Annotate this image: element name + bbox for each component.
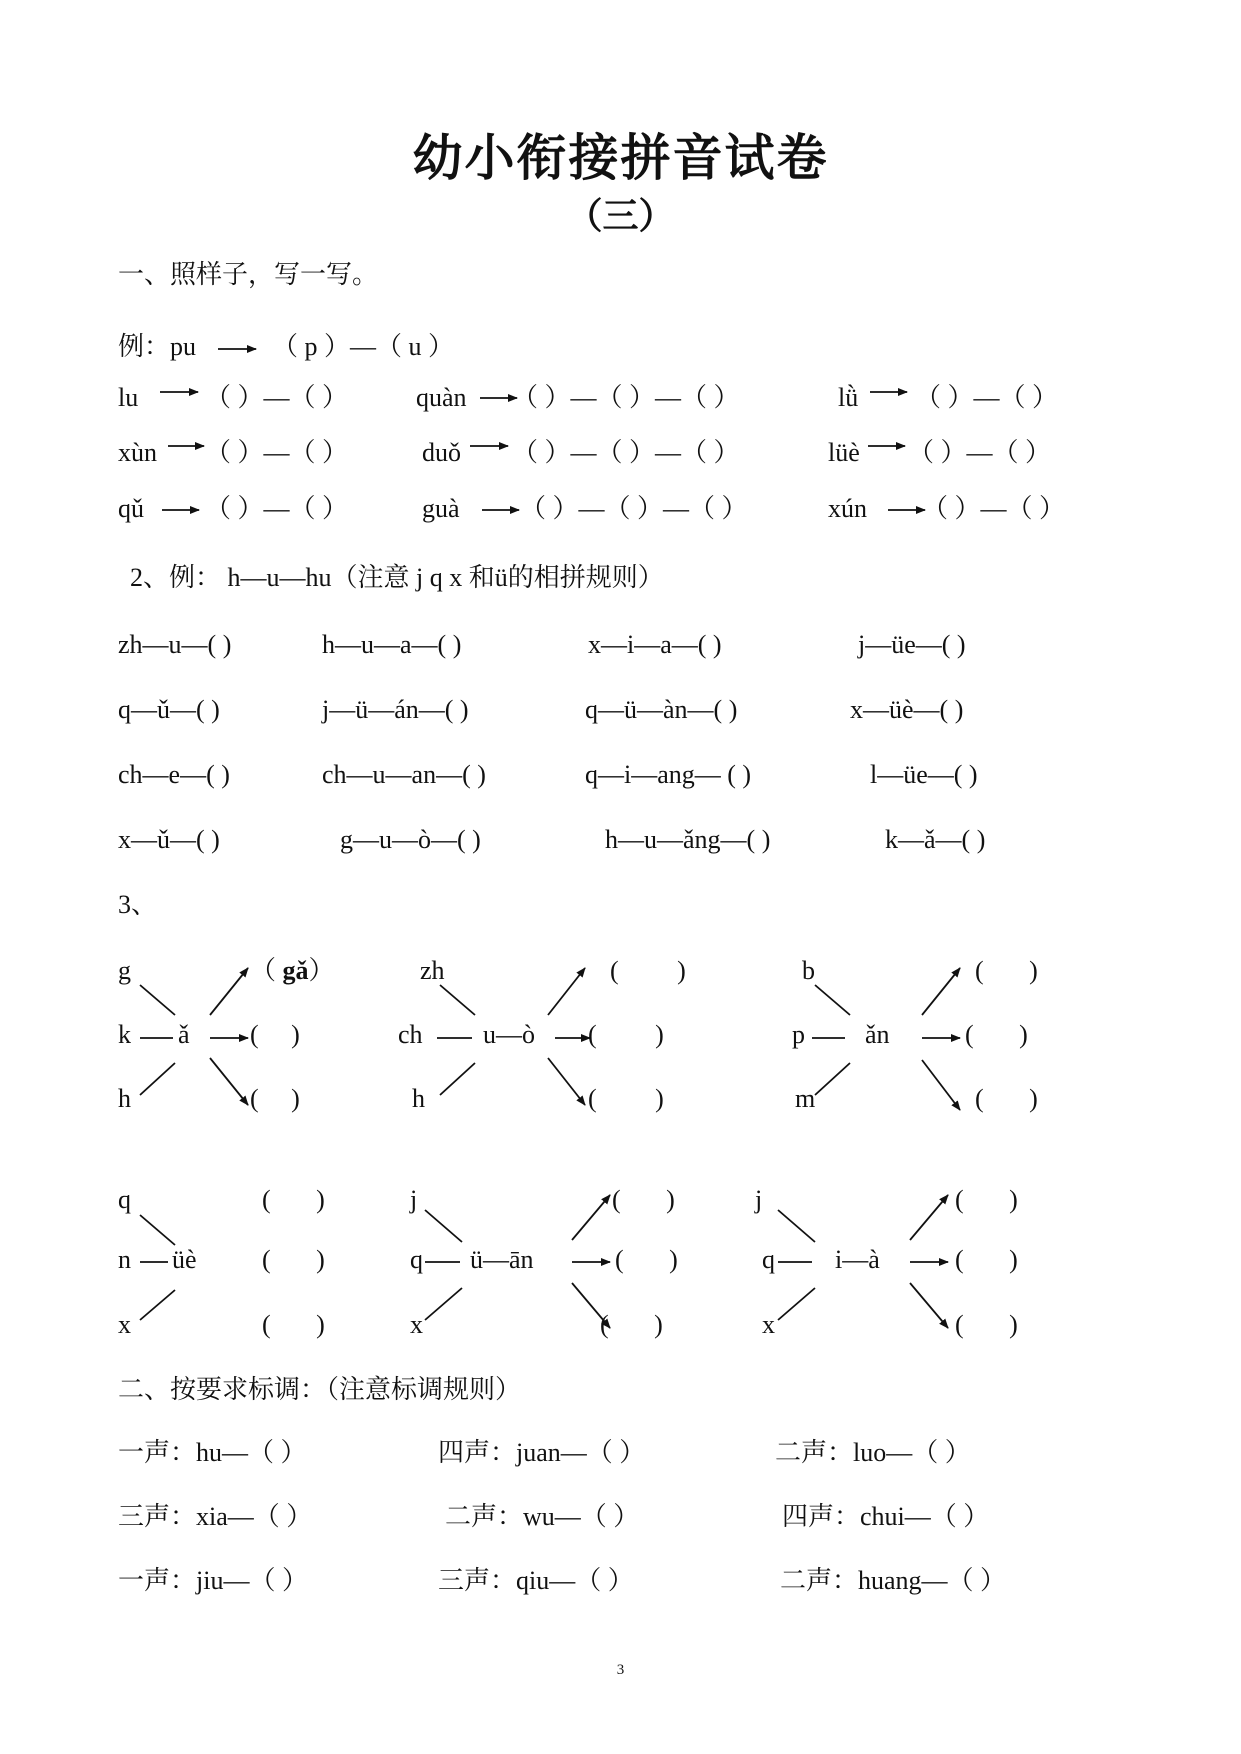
answer-blank: ( ) [588, 1084, 664, 1113]
s2-item: ch—u—an—( ) [322, 760, 486, 789]
s2-item: l—üe—( ) [870, 760, 978, 789]
page-subtitle: （三） [566, 196, 675, 236]
connector-line [815, 1063, 850, 1095]
arrow-icon [922, 1060, 960, 1110]
s2-item: q—ǔ—( ) [118, 695, 220, 724]
s1-syllable: xún [828, 494, 867, 523]
initial: j [755, 1185, 763, 1214]
final: ǎn [865, 1020, 890, 1049]
answer-blank: ( ) [615, 1245, 678, 1274]
arrow-icon [210, 968, 248, 1015]
initial: q [410, 1245, 423, 1274]
answer-blank: ( ) [610, 956, 686, 985]
s1-blanks: （ ）—（ ） [205, 383, 349, 412]
arrow-icon [548, 968, 585, 1015]
initial: m [795, 1084, 816, 1113]
connector-line [440, 985, 475, 1015]
s2-item: h—u—a—( ) [322, 630, 462, 659]
s2-item: ch—e—( ) [118, 760, 230, 789]
initial: x [118, 1310, 131, 1339]
answer-blank: ( ) [600, 1310, 663, 1339]
connector-line [778, 1288, 815, 1320]
answer-blank: ( ) [250, 1020, 300, 1049]
arrow-icon [910, 1283, 948, 1328]
initial: ch [398, 1020, 423, 1049]
s1-syllable: qǔ [118, 494, 144, 523]
answer-text: gǎ [282, 956, 309, 985]
connector-line [140, 1290, 175, 1320]
s1-blanks: （ ）—（ ）—（ ） [520, 494, 748, 523]
page-number: 3 [616, 1662, 625, 1678]
s1-syllable: lǜ [838, 383, 859, 412]
answer-blank: ( ) [975, 956, 1038, 985]
s2-item: x—ǔ—( ) [118, 825, 220, 854]
s2-item: g—u—ò—( ) [340, 825, 481, 854]
arrow-icon [210, 1058, 248, 1105]
s1-blanks: （ ）—（ ） [205, 494, 349, 523]
answer-blank: ( ) [612, 1185, 675, 1214]
arrow-icon [572, 1195, 610, 1240]
initial: h [412, 1084, 425, 1113]
tone-item: 二声：luo—（ ） [775, 1438, 971, 1467]
arrow-icon [922, 968, 960, 1015]
connector-line [425, 1210, 462, 1242]
s1-syllable: quàn [416, 383, 467, 412]
final: u—ò [483, 1020, 535, 1049]
connector-line [778, 1210, 815, 1242]
answer-blank: ( ) [955, 1310, 1018, 1339]
initial: j [410, 1185, 418, 1214]
section3-heading: 3、 [118, 890, 158, 919]
tone-item: 四声：chui—（ ） [782, 1502, 990, 1531]
initial: h [118, 1084, 131, 1113]
s2-item: j—üe—( ) [858, 630, 966, 659]
answer-blank: ( ) [262, 1245, 325, 1274]
connector-line [140, 1215, 175, 1245]
connector-line [440, 1063, 475, 1095]
tone-item: 二声：huang—（ ） [780, 1566, 1007, 1595]
s2-item: q—i—ang— ( ) [585, 760, 752, 789]
final: ǎ [178, 1020, 190, 1049]
answer-blank: ( ) [262, 1310, 325, 1339]
s2-item: j—ü—án—( ) [322, 695, 469, 724]
example-answer: （ p ）—（ u ） [272, 332, 455, 361]
initial: g [118, 956, 131, 985]
tone-item: 二声：wu—（ ） [445, 1502, 640, 1531]
initial: p [792, 1020, 805, 1049]
s2-item: h—u—ǎng—( ) [605, 825, 771, 854]
answer-blank: ( ) [955, 1245, 1018, 1274]
tone-item: 一声：jiu—（ ） [118, 1566, 308, 1595]
s1-blanks: （ ）—（ ）—（ ） [512, 383, 740, 412]
s1-blanks: （ ）—（ ） [205, 438, 349, 467]
final: ü—ān [470, 1245, 534, 1274]
section4-heading: 二、按要求标调：（注意标调规则） [118, 1375, 522, 1404]
initial: q [762, 1245, 775, 1274]
answer-blank: ( ) [588, 1020, 664, 1049]
tone-item: 三声：qiu—（ ） [438, 1566, 634, 1595]
tone-item: 一声：hu—（ ） [118, 1438, 307, 1467]
page-title: 幼小衔接拼音试卷 [412, 130, 829, 186]
s2-item: x—üè—( ) [850, 695, 964, 724]
section2-heading: 2、例： h—u—hu（注意 j q x 和ü的相拼规则） [130, 563, 664, 592]
s1-syllable: duǒ [422, 438, 461, 467]
tone-item: 三声：xia—（ ） [118, 1502, 313, 1531]
s2-item: zh—u—( ) [118, 630, 232, 659]
initial: zh [420, 956, 445, 985]
initial: x [762, 1310, 775, 1339]
answer-blank: ( ) [262, 1185, 325, 1214]
section1-heading: 一、照样子，写一写。 [118, 260, 379, 289]
s2-item: k—ǎ—( ) [885, 825, 986, 854]
connector-line [815, 985, 850, 1015]
initial: q [118, 1185, 131, 1214]
final: i—à [835, 1245, 880, 1274]
s1-blanks: （ ）—（ ）—（ ） [512, 438, 740, 467]
s1-syllable: xùn [118, 438, 157, 467]
answer-blank: （ gǎ） [250, 956, 335, 985]
initial: n [118, 1245, 131, 1274]
arrow-icon [548, 1058, 585, 1105]
s1-blanks: （ ）—（ ） [922, 494, 1066, 523]
answer-blank: ( ) [965, 1020, 1028, 1049]
s2-item: q—ü—àn—( ) [585, 695, 738, 724]
initial: b [802, 956, 815, 985]
example-label: 例：pu [118, 332, 197, 361]
s1-syllable: guà [422, 494, 460, 523]
connector-line [140, 985, 175, 1015]
s1-blanks: （ ）—（ ） [908, 438, 1052, 467]
tone-item: 四声：juan—（ ） [438, 1438, 646, 1467]
s1-syllable: lüè [828, 438, 860, 467]
s1-blanks: （ ）—（ ） [915, 383, 1059, 412]
s2-item: x—i—a—( ) [588, 630, 722, 659]
arrow-icon [910, 1195, 948, 1240]
s1-syllable: lu [118, 383, 139, 412]
connector-line [425, 1288, 462, 1320]
initial: x [410, 1310, 423, 1339]
answer-blank: ( ) [250, 1084, 300, 1113]
final: üè [172, 1245, 197, 1274]
connector-line [140, 1063, 175, 1095]
answer-blank: ( ) [955, 1185, 1018, 1214]
initial: k [118, 1020, 131, 1049]
answer-blank: ( ) [975, 1084, 1038, 1113]
